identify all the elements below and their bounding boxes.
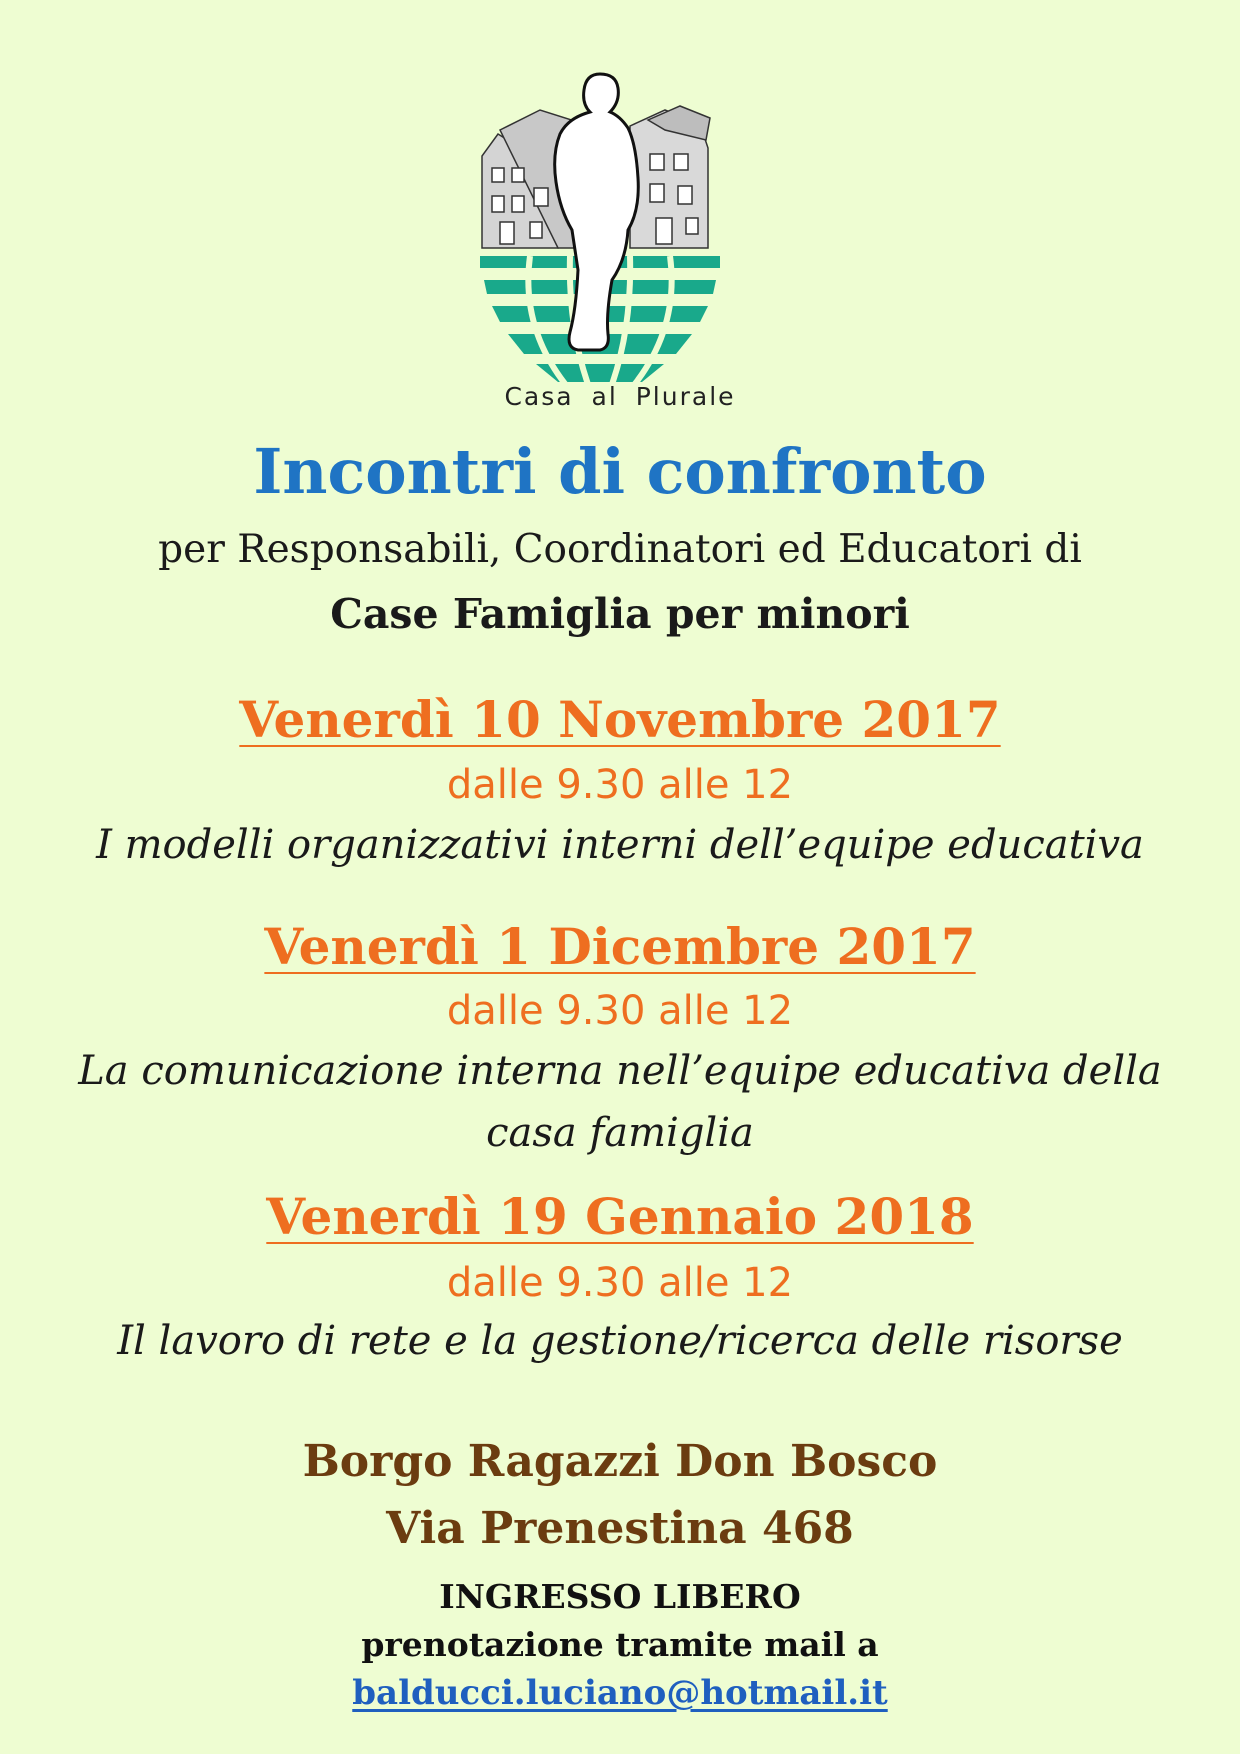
target-audience: Case Famiglia per minori <box>330 590 910 638</box>
event-time: dalle 9.30 alle 12 <box>446 1260 794 1306</box>
event-date: Venerdì 10 Novembre 2017 <box>239 690 1001 749</box>
event-topic: I modelli organizzativi interni dell’equipe educativa <box>96 822 1144 868</box>
entry-info: INGRESSO LIBERO <box>439 1577 801 1616</box>
email-link[interactable]: balducci.luciano@hotmail.it <box>352 1673 888 1713</box>
event-topic: casa famiglia <box>486 1110 754 1156</box>
booking-info: prenotazione tramite mail a <box>361 1625 879 1664</box>
subtitle: per Responsabili, Coordinatori ed Educatori di <box>158 527 1082 572</box>
email-row <box>0 1673 1240 1713</box>
venue-name: Borgo Ragazzi Don Bosco <box>302 1436 938 1487</box>
event-time: dalle 9.30 alle 12 <box>446 762 794 808</box>
venue-address: Via Prenestina 468 <box>386 1503 854 1554</box>
event-date: Venerdì 1 Dicembre 2017 <box>264 917 976 976</box>
event-date: Venerdì 19 Gennaio 2018 <box>266 1187 974 1246</box>
event-topic: La comunicazione interna nell’equipe educativa della <box>78 1048 1162 1094</box>
casa-al-plurale-logo <box>460 70 780 420</box>
event-time: dalle 9.30 alle 12 <box>446 988 794 1034</box>
page-title: Incontri di confronto <box>253 435 987 508</box>
logo-caption: Casa al Plurale <box>504 382 736 411</box>
event-topic: Il lavoro di rete e la gestione/ricerca delle risorse <box>117 1318 1123 1364</box>
